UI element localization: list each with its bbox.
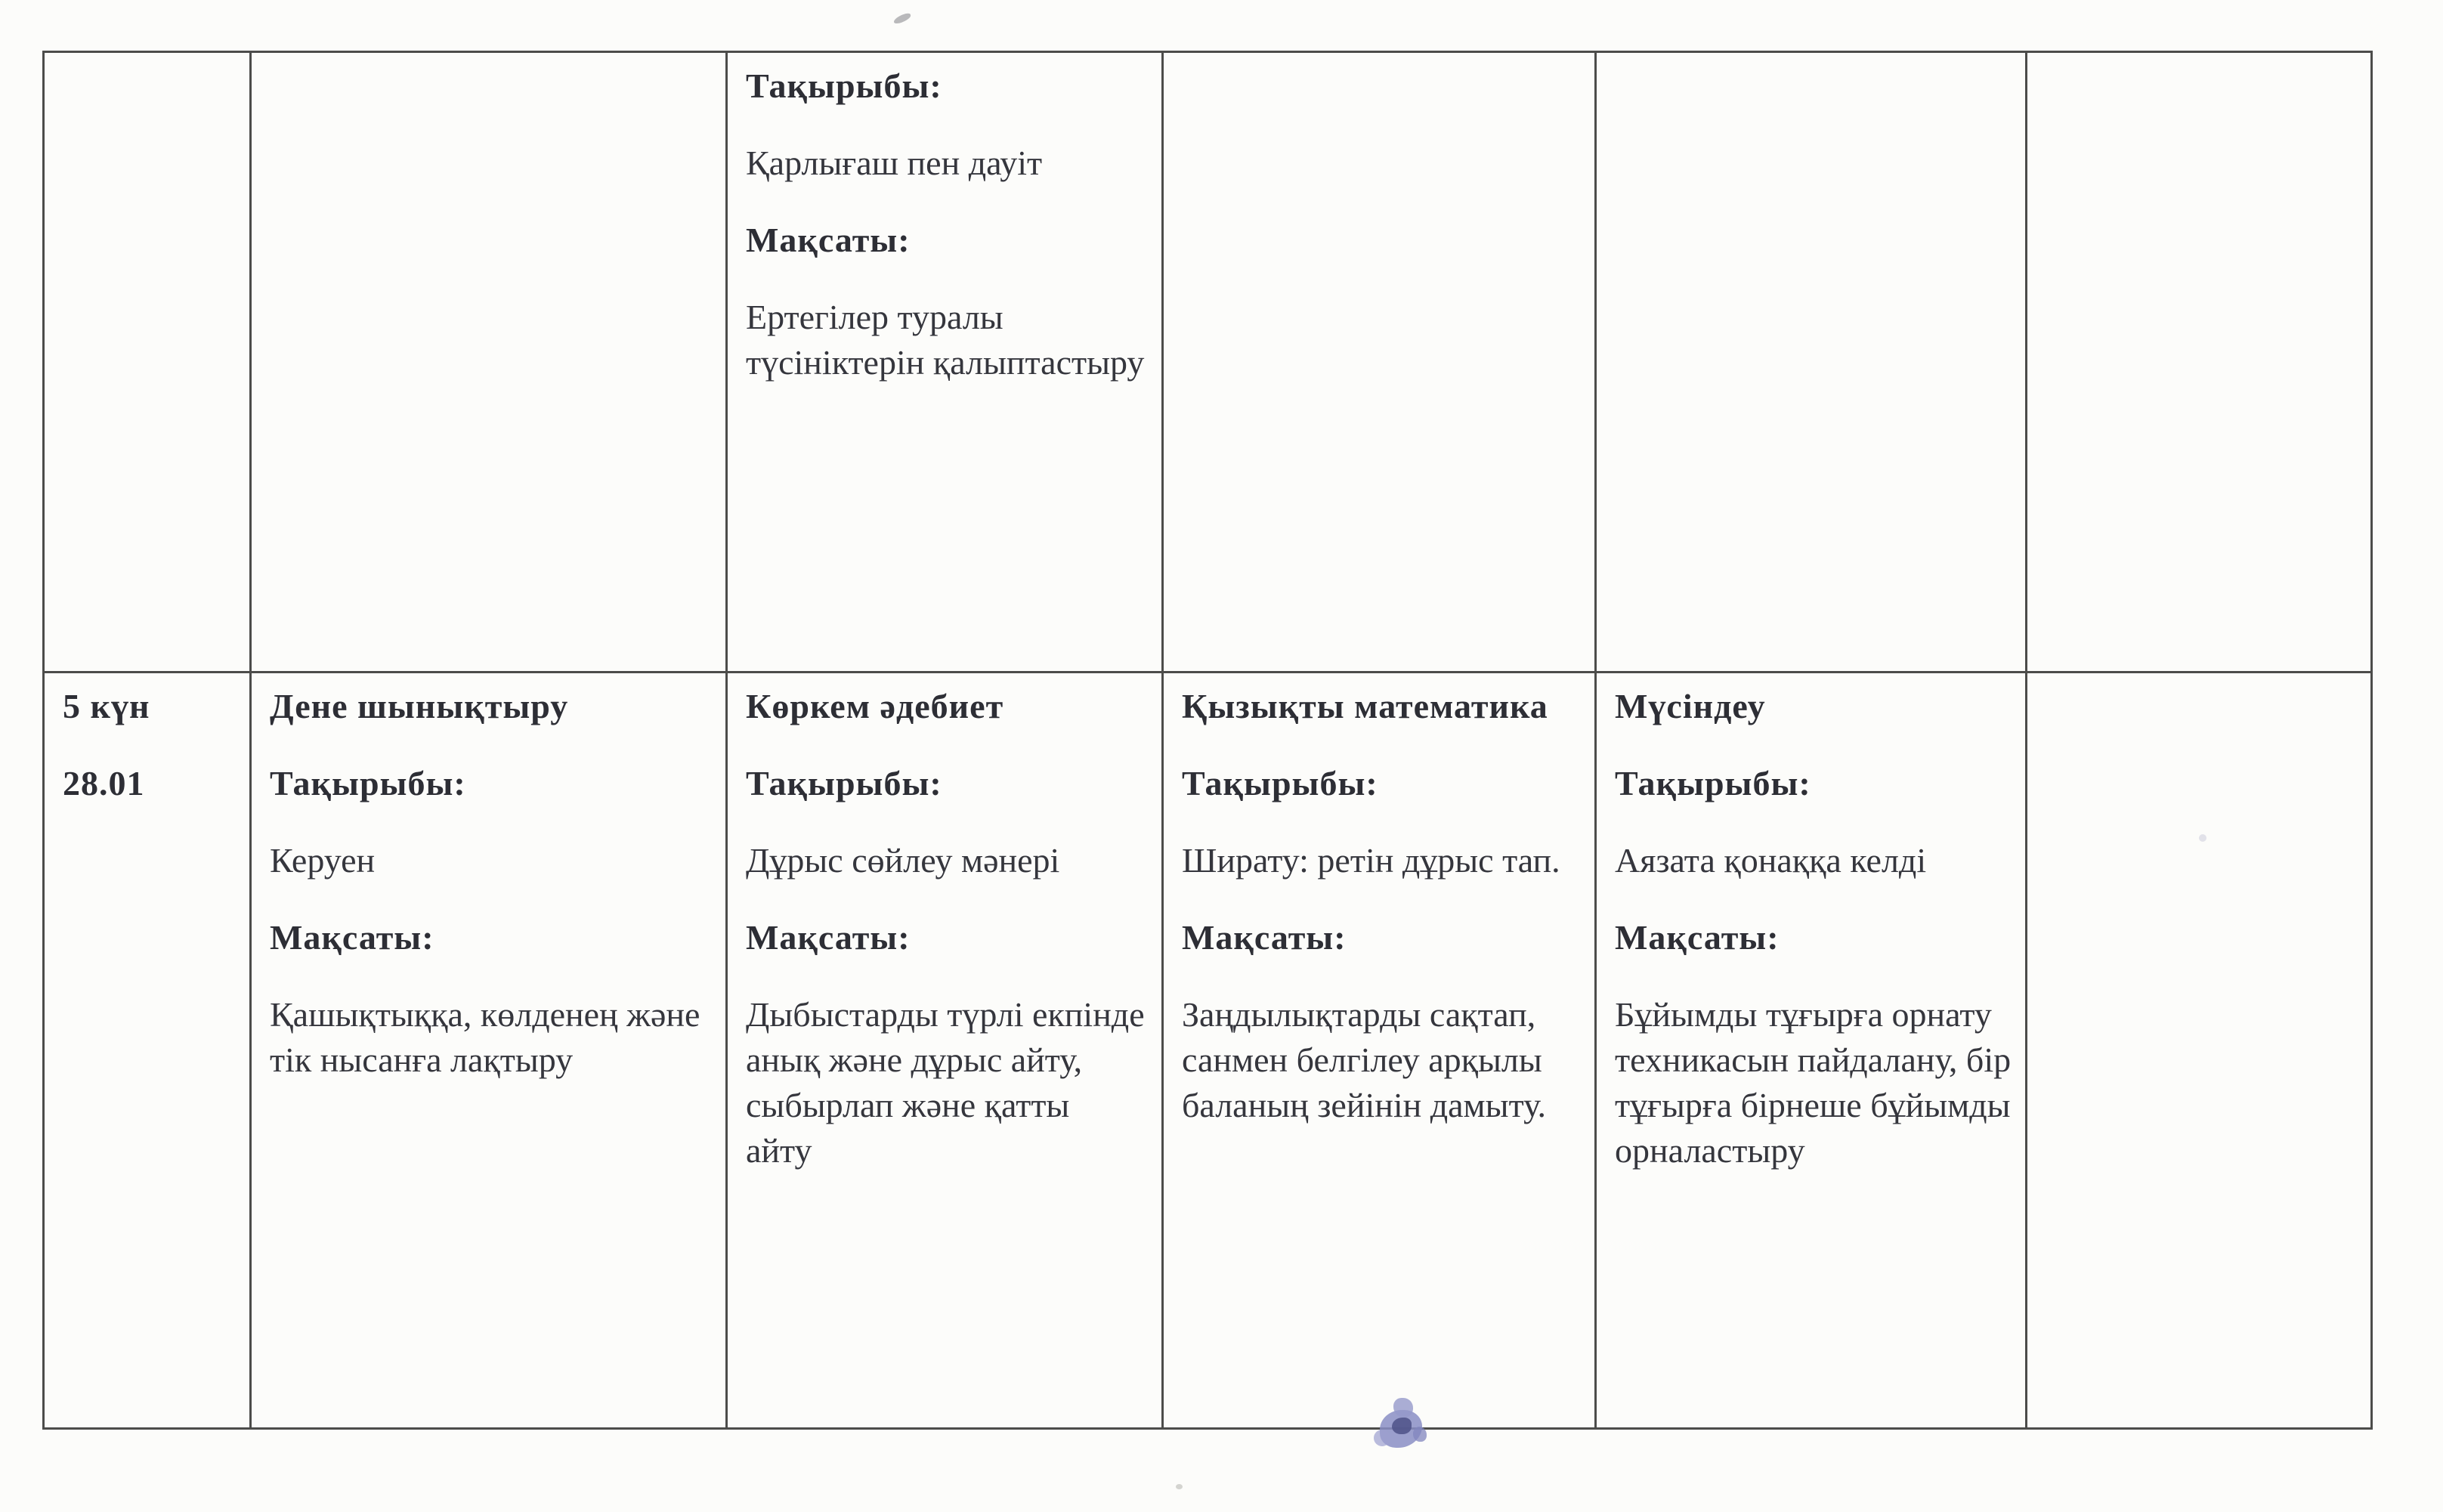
paragraph-topic-label — [270, 761, 712, 806]
paragraph-topic-label — [1182, 761, 1581, 806]
paragraph-topic-label — [1615, 761, 2012, 806]
text-line: Мүсіндеу — [1615, 687, 1766, 725]
scan-speck — [1176, 1484, 1183, 1489]
cell-empty-activity — [251, 52, 727, 673]
text-line: Бұйымды тұғырға орнату — [1615, 995, 1992, 1034]
text-line: Қызықты математика — [1182, 687, 1548, 725]
paragraph-topic-value — [746, 838, 1148, 883]
text-line: орналастыру — [1615, 1131, 1805, 1170]
scan-dot — [2199, 834, 2206, 842]
paragraph-goal-label — [746, 915, 1148, 960]
text-line: санмен белгілеу арқылы — [1182, 1040, 1542, 1079]
text-line: 5 күн — [63, 687, 150, 725]
lesson-plan-table — [42, 51, 2373, 1430]
paragraph-date — [63, 761, 236, 806]
text-line: Тақырыбы: — [746, 764, 942, 802]
text-line: Мақсаты: — [1615, 918, 1780, 957]
paragraph-subject — [746, 684, 1148, 729]
cell-empty — [1163, 52, 1596, 673]
table-row-carryover — [44, 52, 2372, 673]
paragraph-goal-label — [1182, 915, 1581, 960]
paragraph-topic-label — [746, 761, 1148, 806]
cell-empty-right — [2027, 673, 2372, 1429]
table-row-day5 — [44, 673, 2372, 1429]
text-line: тік нысанға лақтыру — [270, 1040, 574, 1079]
text-line: айту — [746, 1131, 812, 1170]
text-line: Мақсаты: — [746, 221, 911, 259]
text-line: Мақсаты: — [270, 918, 434, 957]
scan-fleck — [892, 12, 912, 25]
cell-empty — [1596, 52, 2027, 673]
paragraph-subject — [1615, 684, 2012, 729]
paragraph-goal-value — [746, 992, 1148, 1173]
paragraph-topic-value — [1182, 838, 1581, 883]
text-line: тұғырға бірнеше бұйымды — [1615, 1086, 2011, 1124]
paragraph-goal-value — [1615, 992, 2012, 1173]
cell-sculpting — [1596, 673, 2027, 1429]
cell-physical-training — [251, 673, 727, 1429]
text-line: Мақсаты: — [1182, 918, 1347, 957]
text-line: Дұрыс сөйлеу мәнері — [746, 841, 1060, 880]
text-line: Дыбыстарды түрлі екпінде — [746, 995, 1145, 1034]
paragraph-topic-value — [746, 141, 1148, 186]
text-line: техникасын пайдалану, бір — [1615, 1040, 2012, 1079]
text-line: түсініктерін қалыптастыру — [746, 343, 1145, 382]
text-line: Көркем әдебиет — [746, 687, 1004, 725]
text-line: Аязата қонаққа келді — [1615, 841, 1927, 880]
paragraph-goal-label — [1615, 915, 2012, 960]
cell-empty — [2027, 52, 2372, 673]
paragraph-subject — [1182, 684, 1581, 729]
text-line: сыбырлап және қатты — [746, 1086, 1070, 1124]
ink-blot — [1372, 1396, 1437, 1461]
text-line: Тақырыбы: — [1182, 764, 1378, 802]
cell-empty-day — [44, 52, 251, 673]
text-line: Мақсаты: — [746, 918, 911, 957]
paragraph-goal-label — [746, 218, 1148, 263]
cell-day-number — [44, 673, 251, 1429]
text-line: Заңдылықтарды сақтап, — [1182, 995, 1536, 1034]
text-line: Дене шынықтыру — [270, 687, 569, 725]
paragraph-subject — [270, 684, 712, 729]
paragraph-topic-value — [270, 838, 712, 883]
cell-literature-carryover — [727, 52, 1163, 673]
paragraph-goal-value — [1182, 992, 1581, 1128]
paragraph-topic-label — [746, 63, 1148, 109]
text-line: Қарлығаш пен дауіт — [746, 144, 1043, 182]
paragraph-goal-value — [746, 295, 1148, 385]
text-line: Тақырыбы: — [746, 66, 942, 105]
paragraph-topic-value — [1615, 838, 2012, 883]
text-line: 28.01 — [63, 764, 145, 802]
text-line: Тақырыбы: — [270, 764, 466, 802]
cell-fun-mathematics — [1163, 673, 1596, 1429]
paragraph-goal-label — [270, 915, 712, 960]
text-line: Ширату: ретін дұрыс тап. — [1182, 841, 1560, 880]
text-line: Ертегілер туралы — [746, 298, 1003, 336]
text-line: анық және дұрыс айту, — [746, 1040, 1083, 1079]
text-line: Қашықтыққа, көлденең және — [270, 995, 700, 1034]
text-line: Тақырыбы: — [1615, 764, 1811, 802]
text-line: Керуен — [270, 841, 376, 880]
paragraph-goal-value — [270, 992, 712, 1083]
cell-fiction-literature — [727, 673, 1163, 1429]
text-line: баланың зейінін дамыту. — [1182, 1086, 1546, 1124]
paragraph-day — [63, 684, 236, 729]
